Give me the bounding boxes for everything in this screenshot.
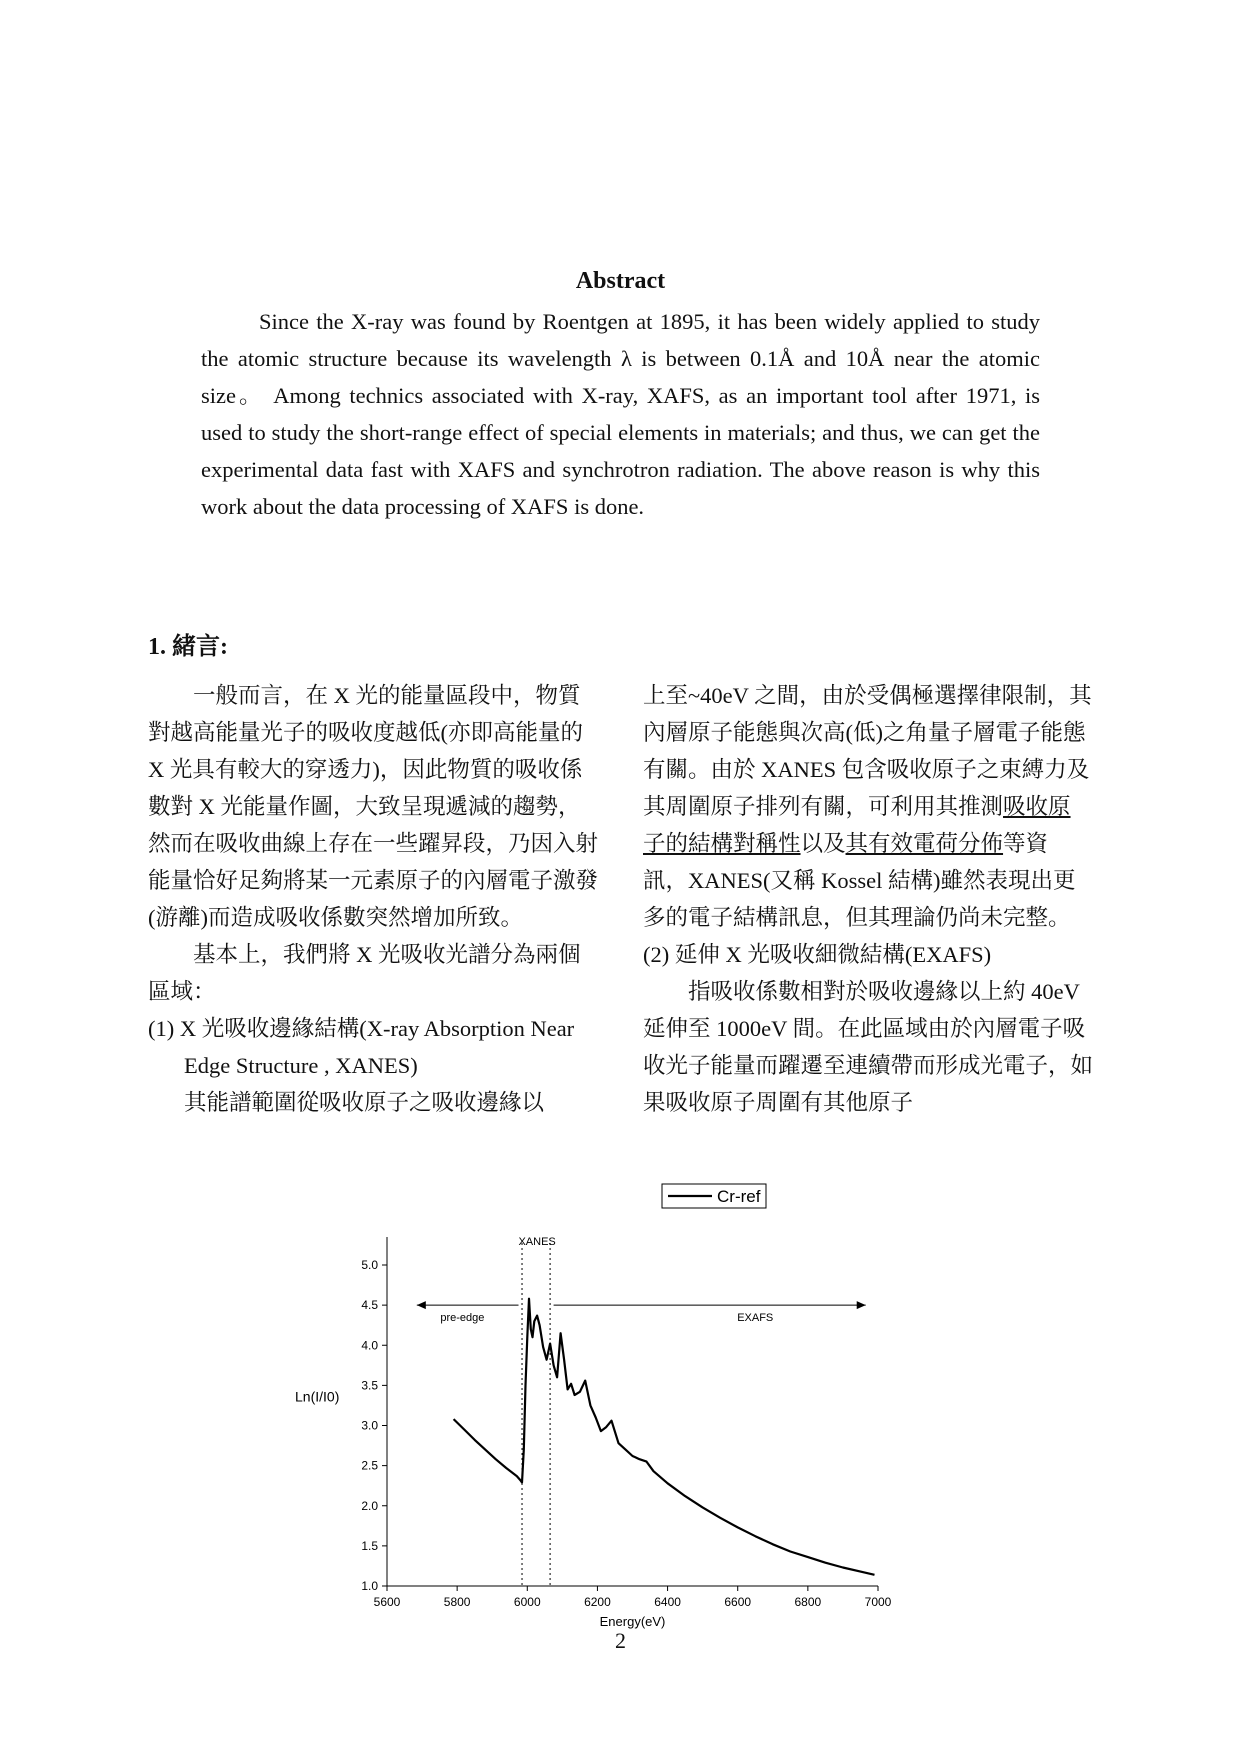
y-tick-label: 1.5: [361, 1538, 378, 1553]
x-axis-label: Energy(eV): [599, 1614, 666, 1629]
y-tick-label: 5.0: [361, 1258, 378, 1272]
x-tick-label: 6800: [794, 1595, 822, 1609]
list-item-2: (2) 延伸 X 光吸收細微結構(EXAFS): [643, 942, 992, 967]
y-tick-label: 4.0: [361, 1338, 378, 1353]
underlined-term-2: 其有效電荷分佈: [845, 831, 1004, 856]
x-tick-label: 5600: [373, 1595, 401, 1609]
underlined-term-1: 吸收原子的結構對稱性: [643, 794, 1071, 856]
left-paragraph-1: 一般而言，在 X 光的能量區段中，物質對越高能量光子的吸收度越低(亦即高能量的 X 光具有較大的穿透力)，因此物質的吸收係數對 X 光能量作圖，大致呈現遞減的趨勢，然而在吸收曲線上存在一些躍昇段，乃因入射能量恰好足夠將某一元素原子的內層電子激發(游離)而造成吸收係數突然增加所致。: [148, 683, 599, 930]
chart-annotation: EXAFS: [737, 1312, 774, 1325]
chart-annotation: pre-edge: [440, 1312, 485, 1325]
y-tick-label: 3.5: [361, 1378, 378, 1393]
x-tick-label: 7000: [864, 1595, 892, 1609]
list-item-1-body: 其能譜範圍從吸收原子之吸收邊緣以: [184, 1090, 545, 1115]
right-text-c: 等資訊，XANES(又稱 Kossel 結構)雖然表現出更多的電子結構訊息，但其理論仍尚未完整。: [643, 831, 1076, 930]
y-tick-label: 4.5: [361, 1298, 378, 1313]
y-tick-label: 1.0: [361, 1579, 378, 1593]
y-tick-label: 2.5: [361, 1458, 378, 1473]
right-paragraph-1: [643, 677, 1093, 936]
section-heading: 1. 緒言:: [148, 634, 228, 660]
list-item-2-body: 指吸收係數相對於吸收邊緣以上約 40eV 延伸至 1000eV 間。在此區域由於內層電子吸收光子能量而躍遷至連續帶而形成光電子，如果吸收原子周圍有其他原子: [643, 979, 1094, 1115]
x-tick-label: 6200: [584, 1595, 611, 1609]
series-line-cr-ref: [454, 1299, 875, 1575]
x-tick-label: 6400: [654, 1595, 681, 1609]
left-column: [148, 677, 598, 1121]
y-axis-label: Ln(I/I0): [295, 1388, 340, 1405]
abstract-body: [201, 303, 1040, 525]
page-number: 2: [615, 1628, 626, 1653]
xafs-spectrum-chart: [280, 1180, 980, 1629]
left-paragraph-2: 基本上，我們將 X 光吸收光譜分為兩個區域：: [148, 942, 581, 1004]
y-tick-label: 3.0: [361, 1418, 378, 1433]
x-tick-label: 6000: [513, 1595, 541, 1609]
pre-edge-arrowhead: [417, 1301, 426, 1309]
exafs-arrowhead: [857, 1301, 866, 1309]
x-tick-label: 6600: [724, 1595, 752, 1609]
abstract-title: Abstract: [575, 268, 666, 294]
list-item-1: (1) X 光吸收邊緣結構(X-ray Absorption Near Edge Structure , XANES): [148, 1016, 575, 1078]
right-text-a: 上至~40eV 之間，由於受偶極選擇律限制，其內層原子能態與次高(低)之角量子層電子能態有關。由於 XANES 包含吸收原子之束縛力及其周圍原子排列有關，可利用其推測: [643, 683, 1092, 819]
x-tick-label: 5800: [443, 1595, 471, 1609]
abstract-text: Since the X-ray was found by Roentgen at 1895, it has been widely applied to study the atomic structure because its wavelength λ is between 0.1Å and 10Å near the atomic size。 Among technics associated with X-ray, XAFS, as an important tool after 1971, is used to study the short-range effect of special elements in materials; and thus, we can get the experimental data fast with XAFS and synchrotron radiation. The above reason is why this work about the data processing of XAFS is done.: [201, 309, 1040, 519]
y-tick-label: 2.0: [361, 1498, 378, 1513]
chart-annotation: XANES: [518, 1235, 556, 1248]
legend-label: Cr-ref: [717, 1187, 761, 1206]
right-text-b: 以及: [800, 831, 846, 856]
right-column: [643, 677, 1093, 1121]
